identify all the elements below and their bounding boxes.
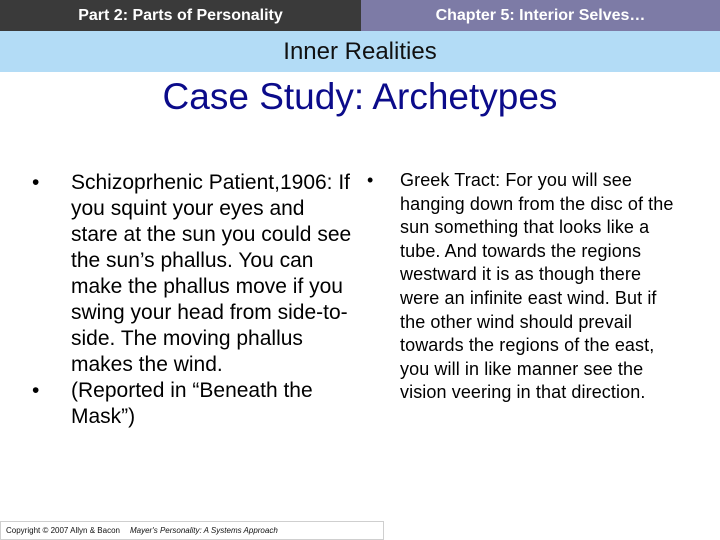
bullet-icon: •: [367, 170, 374, 190]
header-part-label: Part 2: Parts of Personality: [0, 0, 361, 31]
bullet-icon: •: [32, 171, 40, 194]
list-item: [32, 170, 352, 378]
footer-book-title: Mayer's Personality: A Systems Approach: [129, 526, 278, 535]
bullet-icon: •: [32, 379, 40, 402]
section-subheader: Inner Realities: [0, 31, 720, 72]
footer: [0, 521, 384, 540]
footer-copyright: Copyright © 2007 Allyn & Bacon: [6, 526, 120, 535]
header-chapter-label: Chapter 5: Interior Selves…: [361, 0, 720, 31]
list-item-text: (Reported in “Beneath the Mask”): [71, 379, 313, 428]
right-bullet-list: [367, 169, 683, 405]
list-item: [367, 169, 683, 405]
left-bullet-list: [32, 170, 352, 430]
list-item-text: Greek Tract: For you will see hanging down from the disc of the sun something that looks like a tube. And towards the regions westward it is as though there were an infinite east wind. But if the other wind should prevail towards the regions of the east, you will in like manner see the vision veering in that direction.: [400, 170, 674, 403]
slide-title: Case Study: Archetypes: [162, 76, 558, 117]
list-item-text: Schizoprhenic Patient,1906: If you squint your eyes and stare at the sun you could see the sun’s phallus. You can make the phallus move if you swing your head from side-to-side. The moving phallus makes the wind.: [71, 171, 352, 376]
list-item: [32, 378, 352, 430]
